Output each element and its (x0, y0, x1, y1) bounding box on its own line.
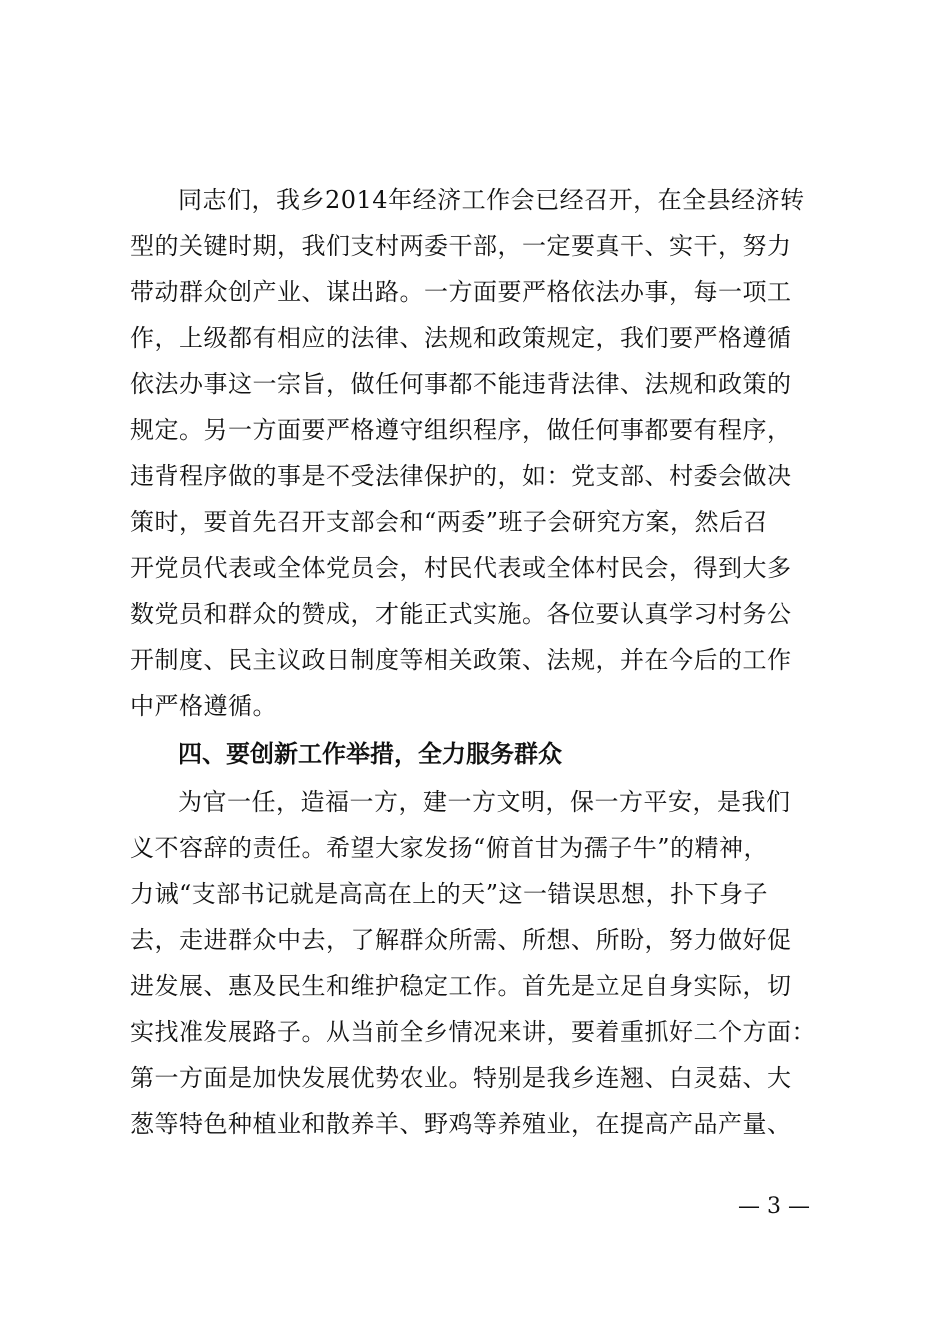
paragraph-line: 去，走进群众中去，了解群众所需、所想、所盼，努力做好促 (130, 926, 792, 954)
paragraph-line: 义不容辞的责任。希望大家发扬“俯首甘为孺子牛”的精神， (130, 834, 769, 862)
paragraph-line: 策时，要首先召开支部会和“两委”班子会研究方案，然后召 (130, 508, 769, 536)
paragraph-line: 进发展、惠及民生和维护稳定工作。首先是立足自身实际，切 (130, 972, 792, 1000)
paragraph-line: 开制度、民主议政日制度等相关政策、法规，并在今后的工作 (130, 646, 792, 674)
paragraph-line: 同志们，我乡2014年经济工作会已经召开，在全县经济转 (178, 186, 805, 214)
paragraph-line: 中严格遵循。 (130, 692, 277, 720)
paragraph-line: 第一方面是加快发展优势农业。特别是我乡连翘、白灵菇、大 (130, 1064, 792, 1092)
paragraph-line: 力诫“支部书记就是高高在上的天”这一错误思想，扑下身子 (130, 880, 769, 908)
paragraph-line: 带动群众创产业、谋出路。一方面要严格依法办事，每一项工 (130, 278, 792, 306)
paragraph-line: 实找准发展路子。从当前全乡情况来讲，要着重抓好二个方面： (130, 1018, 816, 1046)
paragraph-line: 为官一任，造福一方，建一方文明，保一方平安，是我们 (178, 788, 791, 816)
page-number: — 3 — (738, 1194, 810, 1219)
paragraph-line: 葱等特色种植业和散养羊、野鸡等养殖业，在提高产品产量、 (130, 1110, 792, 1138)
section-heading: 四、要创新工作举措，全力服务群众 (178, 740, 562, 768)
paragraph-line: 数党员和群众的赞成，才能正式实施。各位要认真学习村务公 (130, 600, 792, 628)
paragraph-line: 型的关键时期，我们支村两委干部，一定要真干、实干，努力 (130, 232, 792, 260)
paragraph-line: 违背程序做的事是不受法律保护的，如：党支部、村委会做决 (130, 462, 792, 490)
paragraph-line: 作，上级都有相应的法律、法规和政策规定，我们要严格遵循 (130, 324, 792, 352)
paragraph-line: 开党员代表或全体党员会，村民代表或全体村民会，得到大多 (130, 554, 792, 582)
paragraph-line: 依法办事这一宗旨，做任何事都不能违背法律、法规和政策的 (130, 370, 792, 398)
paragraph-line: 规定。另一方面要严格遵守组织程序，做任何事都要有程序， (130, 416, 792, 444)
